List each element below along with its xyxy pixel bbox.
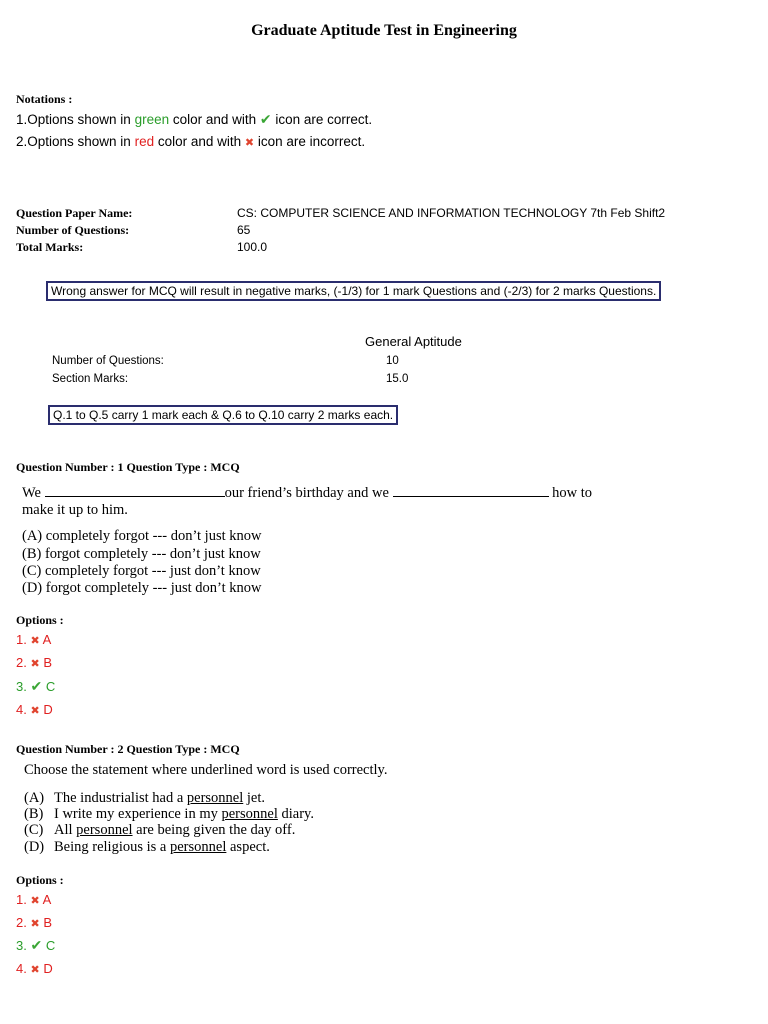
option-letter: D	[43, 702, 53, 717]
choice-label: (B)	[24, 806, 44, 822]
answer-blank	[45, 484, 225, 497]
notation-correct	[16, 111, 372, 128]
cross-icon: ✖	[30, 918, 40, 930]
notation-color-word: green	[134, 112, 170, 127]
paper-name-label: Question Paper Name:	[16, 206, 133, 220]
question-1-option-4	[16, 702, 53, 717]
question-1-stem-line1	[22, 484, 592, 502]
section-count-value: 10	[386, 355, 399, 367]
question-1-option-1	[16, 632, 51, 647]
choice-text: Being religious is a	[54, 839, 170, 855]
option-number: 1.	[16, 892, 27, 907]
choice-label: (C)	[24, 822, 44, 838]
question-2-choice-c	[24, 822, 295, 839]
question-2-stem: Choose the statement where underlined word is used correctly.	[24, 762, 388, 778]
section-title: General Aptitude	[365, 334, 462, 349]
section-marks-notice: Q.1 to Q.5 carry 1 mark each & Q.6 to Q.10 carry 2 marks each.	[48, 405, 398, 425]
option-number: 3.	[16, 679, 27, 694]
option-number: 3.	[16, 938, 27, 953]
choice-label: (A)	[24, 790, 45, 806]
question-1-choice-d: (D) forgot completely --- just don’t know	[22, 580, 262, 596]
negative-marking-notice: Wrong answer for MCQ will result in negative marks, (-1/3) for 1 mark Questions and (-2/3) for 2 marks Questions.	[46, 281, 661, 301]
check-icon: ✔	[30, 678, 43, 694]
question-2-header: Question Number : 2 Question Type : MCQ	[16, 742, 240, 756]
section-marks-value: 15.0	[386, 373, 409, 385]
total-marks-label: Total Marks:	[16, 240, 84, 254]
question-1-choice-a: (A) completely forgot --- don’t just know	[22, 528, 262, 544]
question-2-option-1	[16, 892, 51, 907]
question-2-option-4	[16, 961, 53, 976]
notation-text: color and with	[154, 134, 245, 149]
notation-text: 1.Options shown in	[16, 112, 135, 127]
total-marks-value: 100.0	[237, 240, 268, 254]
cross-icon: ✖	[244, 137, 255, 149]
question-1-stem-line2: make it up to him.	[22, 502, 128, 518]
option-number: 1.	[16, 632, 27, 647]
question-2-option-2	[16, 915, 52, 930]
underlined-word: personnel	[186, 790, 244, 806]
question-2-choice-a	[24, 790, 265, 807]
option-letter: A	[42, 632, 52, 647]
question-1-header: Question Number : 1 Question Type : MCQ	[16, 460, 240, 474]
notation-text: icon are incorrect.	[254, 134, 366, 149]
question-1-option-3	[16, 678, 55, 695]
option-letter: D	[43, 961, 53, 976]
option-letter: C	[45, 938, 56, 953]
question-2-option-3	[16, 937, 55, 954]
question-1-option-2	[16, 655, 52, 670]
stem-text: We	[22, 485, 41, 501]
cross-icon: ✖	[30, 635, 40, 647]
check-icon: ✔	[259, 111, 272, 127]
option-letter: B	[43, 655, 52, 670]
check-icon: ✔	[30, 937, 43, 953]
question-2-options-heading: Options :	[16, 873, 64, 887]
cross-icon: ✖	[30, 658, 40, 670]
notations-heading: Notations :	[16, 92, 73, 106]
paper-name-value: CS: COMPUTER SCIENCE AND INFORMATION TECHNOLOGY 7th Feb Shift2	[237, 206, 666, 220]
cross-icon: ✖	[30, 964, 40, 976]
underlined-word: personnel	[221, 806, 278, 822]
notation-text: icon are correct.	[271, 112, 373, 127]
option-letter: B	[43, 915, 52, 930]
question-count-value: 65	[237, 223, 251, 237]
option-letter: C	[45, 679, 56, 694]
stem-text: our friend’s birthday and we	[224, 485, 389, 501]
notation-incorrect	[16, 134, 365, 149]
section-marks-label: Section Marks:	[52, 373, 129, 385]
choice-text: The industrialist had a	[54, 790, 187, 806]
question-1-choice-b: (B) forgot completely --- don’t just know	[22, 546, 261, 562]
cross-icon: ✖	[30, 895, 40, 907]
question-1-choice-c: (C) completely forgot --- just don’t know	[22, 563, 261, 579]
choice-text: aspect.	[226, 839, 270, 855]
section-count-label: Number of Questions:	[52, 355, 164, 367]
answer-blank	[393, 484, 549, 497]
choice-text: jet.	[243, 790, 266, 806]
question-2-choice-b	[24, 806, 314, 823]
notation-text: 2.Options shown in	[16, 134, 135, 149]
question-count-label: Number of Questions:	[16, 223, 130, 237]
choice-text: diary.	[277, 806, 314, 822]
option-number: 4.	[16, 702, 27, 717]
underlined-word: personnel	[76, 822, 133, 838]
choice-text: All	[54, 822, 77, 838]
notation-text: color and with	[169, 112, 260, 127]
cross-icon: ✖	[30, 705, 40, 717]
underlined-word: personnel	[170, 839, 227, 855]
question-2-choice-d	[24, 839, 270, 856]
notation-color-word: red	[134, 134, 155, 149]
option-number: 2.	[16, 655, 27, 670]
stem-text: how to	[552, 485, 593, 501]
choice-label: (D)	[24, 839, 45, 855]
document-title: Graduate Aptitude Test in Engineering	[251, 22, 517, 39]
option-number: 4.	[16, 961, 27, 976]
choice-text: are being given the day off.	[132, 822, 296, 838]
question-1-options-heading: Options :	[16, 613, 64, 627]
option-number: 2.	[16, 915, 27, 930]
choice-text: I write my experience in my	[54, 806, 222, 822]
option-letter: A	[42, 892, 52, 907]
